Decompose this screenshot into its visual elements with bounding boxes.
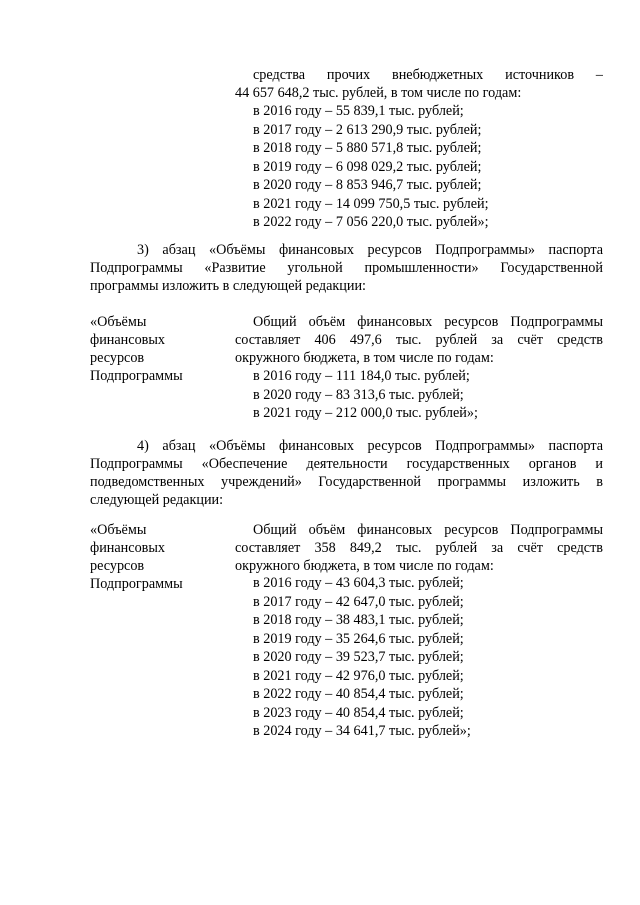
- table3-year-item: в 2016 году – 111 184,0 тыс. рублей;: [253, 368, 470, 384]
- item4-line2: Подпрограммы «Обеспечение деятельности государственных органов и: [90, 456, 603, 472]
- item4-line3: подведомственных учреждений» Государственной программы изложить в: [90, 474, 603, 490]
- block1-year-item: в 2017 году – 2 613 290,9 тыс. рублей;: [253, 121, 482, 138]
- item4-line1: 4) абзац «Объёмы финансовых ресурсов Подпрограммы» паспорта: [137, 438, 603, 454]
- table4-label-line: ресурсов: [90, 558, 145, 574]
- block1-year-item: в 2020 году – 8 853 946,7 тыс. рублей;: [253, 177, 482, 193]
- table3-year-list: [253, 367, 478, 423]
- table4-year-item: в 2019 году – 35 264,6 тыс. рублей;: [253, 630, 464, 647]
- table3-year-item: в 2021 году – 212 000,0 тыс. рублей»;: [253, 405, 478, 421]
- table4-text-line2: составляет 358 849,2 тыс. рублей за счёт средств: [235, 540, 603, 556]
- table3-label-line: ресурсов: [90, 350, 145, 366]
- table4-label: [90, 521, 225, 593]
- block1-year-item: в 2021 году – 14 099 750,5 тыс. рублей;: [253, 195, 489, 212]
- table4-year-item: в 2017 году – 42 647,0 тыс. рублей;: [253, 593, 464, 610]
- table4-label-line: финансовых: [90, 540, 165, 556]
- table4-year-item: в 2018 году – 38 483,1 тыс. рублей;: [253, 612, 464, 628]
- table4-label-line: Подпрограммы: [90, 576, 183, 592]
- block1-year-item: в 2022 году – 7 056 220,0 тыс. рублей»;: [253, 214, 489, 230]
- block1-year-item: в 2018 году – 5 880 571,8 тыс. рублей;: [253, 140, 482, 156]
- table4-label-line: «Объёмы: [90, 522, 147, 538]
- item3-line3: программы изложить в следующей редакции:: [90, 278, 366, 294]
- item3-line1: 3) абзац «Объёмы финансовых ресурсов Подпрограммы» паспорта: [137, 242, 603, 258]
- table3-text-line3: окружного бюджета, в том числе по годам:: [235, 350, 494, 366]
- table4-year-list: [253, 574, 471, 741]
- block1-year-item: в 2016 году – 55 839,1 тыс. рублей;: [253, 103, 464, 119]
- table3-year-item: в 2020 году – 83 313,6 тыс. рублей;: [253, 386, 464, 403]
- table3-text-line2: составляет 406 497,6 тыс. рублей за счёт средств: [235, 332, 603, 348]
- item3-line2: Подпрограммы «Развитие угольной промышленности» Государственной: [90, 260, 603, 276]
- table3-label-line: «Объёмы: [90, 314, 147, 330]
- table4-year-item: в 2020 году – 39 523,7 тыс. рублей;: [253, 649, 464, 665]
- block1-intro-line2: 44 657 648,2 тыс. рублей, в том числе по годам:: [235, 85, 522, 101]
- table4-year-item: в 2024 году – 34 641,7 тыс. рублей»;: [253, 723, 471, 739]
- table4-year-item: в 2021 году – 42 976,0 тыс. рублей;: [253, 667, 464, 684]
- item4-line4: следующей редакции:: [90, 492, 224, 508]
- table4-text-line1: Общий объём финансовых ресурсов Подпрограммы: [253, 522, 603, 538]
- block1-year-list: [253, 102, 489, 232]
- block1-year-item: в 2019 году – 6 098 029,2 тыс. рублей;: [253, 158, 482, 175]
- block1-intro-line1: средства прочих внебюджетных источников –: [253, 67, 603, 83]
- table4-text-line3: окружного бюджета, в том числе по годам:: [235, 558, 494, 574]
- table3-label: [90, 313, 225, 385]
- table3-label-line: Подпрограммы: [90, 368, 183, 384]
- table4-year-item: в 2023 году – 40 854,4 тыс. рублей;: [253, 704, 464, 721]
- table4-year-item: в 2016 году – 43 604,3 тыс. рублей;: [253, 575, 464, 591]
- table3-text-line1: Общий объём финансовых ресурсов Подпрограммы: [253, 314, 603, 330]
- table3-label-line: финансовых: [90, 332, 165, 348]
- table4-year-item: в 2022 году – 40 854,4 тыс. рублей;: [253, 686, 464, 702]
